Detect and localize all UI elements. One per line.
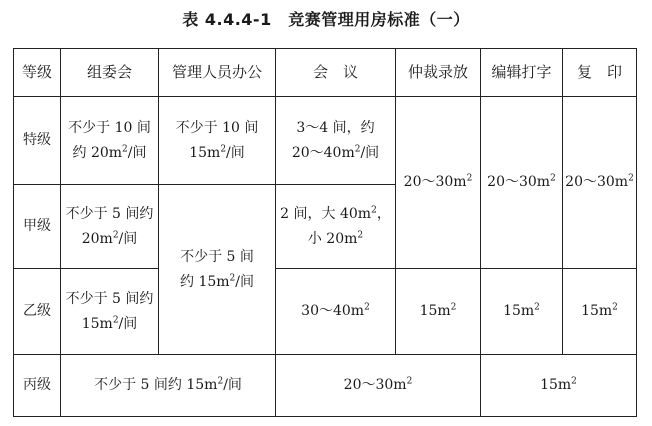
cell-c-meeting-arbitration: $20\sim 30m^2$ — [276, 355, 481, 417]
cell-special-admin — [159, 97, 276, 185]
grade-cell-special: 特级 — [14, 97, 61, 185]
cell-line: 不少于 5 间约 — [65, 205, 154, 222]
cell-line: 约 $15m^2/$间 — [180, 272, 254, 290]
cell-c-committee-admin: 不少于 5 间约 $15m^2/$间 — [61, 355, 276, 417]
cell-line: 不少于 5 间约 — [65, 290, 154, 307]
cell-special-committee — [61, 97, 159, 185]
cell-line: $20m^2/$间 — [81, 229, 138, 247]
cell-admin-a-b — [159, 185, 276, 355]
cell-a-meeting — [276, 185, 396, 269]
header-cell-admin-office: 管理人员办公 — [159, 49, 276, 97]
cell-line: 3～4 间，约 — [296, 119, 375, 136]
header-cell-editing: 编辑打字 — [481, 49, 563, 97]
cell-b-meeting: $30\sim 40m^2$ — [276, 269, 396, 355]
row-b-grade — [14, 269, 637, 355]
cell-line: 约 $20m^2/$间 — [72, 143, 147, 161]
cell-arbitration-special-a: $20\sim 30m^2$ — [396, 97, 481, 269]
cell-a-committee — [61, 185, 159, 269]
header-cell-meeting: 会 议 — [276, 49, 396, 97]
grade-cell-b: 乙级 — [14, 269, 61, 355]
table-title: 表 4.4.4-1 竞赛管理用房标准（一） — [182, 10, 470, 29]
grade-cell-a: 甲级 — [14, 185, 61, 269]
cell-line: 2 间，大 $40m^2$， — [280, 204, 391, 222]
cell-copy-special-a: $20\sim 30m^2$ — [563, 97, 637, 269]
header-cell-copy: 复 印 — [563, 49, 637, 97]
cell-line: 不少于 10 间 — [68, 119, 151, 136]
cell-line: 不少于 10 间 — [175, 119, 259, 136]
cell-line: $15m^2/$间 — [81, 314, 138, 332]
cell-b-editing: $15m^2$ — [481, 269, 563, 355]
row-special-grade — [14, 97, 637, 185]
cell-editing-special-a: $20\sim 30m^2$ — [481, 97, 563, 269]
header-cell-arbitration: 仲裁录放 — [396, 49, 481, 97]
cell-b-committee — [61, 269, 159, 355]
grade-cell-c: 丙级 — [14, 355, 61, 417]
row-c-grade — [14, 355, 637, 417]
cell-b-arbitration: $15m^2$ — [396, 269, 481, 355]
header-cell-grade: 等级 — [14, 49, 61, 97]
header-cell-committee: 组委会 — [61, 49, 159, 97]
header-row — [14, 49, 637, 97]
cell-line: $15m^2/$间 — [189, 143, 245, 161]
management-room-standard-table — [13, 48, 637, 417]
cell-b-copy: $15m^2$ — [563, 269, 637, 355]
cell-line: 小 $20m^2$ — [307, 229, 364, 247]
cell-line: $20\sim 40m^2/$间 — [291, 143, 380, 161]
cell-line: 不少于 5 间 — [180, 248, 254, 265]
cell-c-editing-copy: $15m^2$ — [481, 355, 637, 417]
cell-special-meeting — [276, 97, 396, 185]
